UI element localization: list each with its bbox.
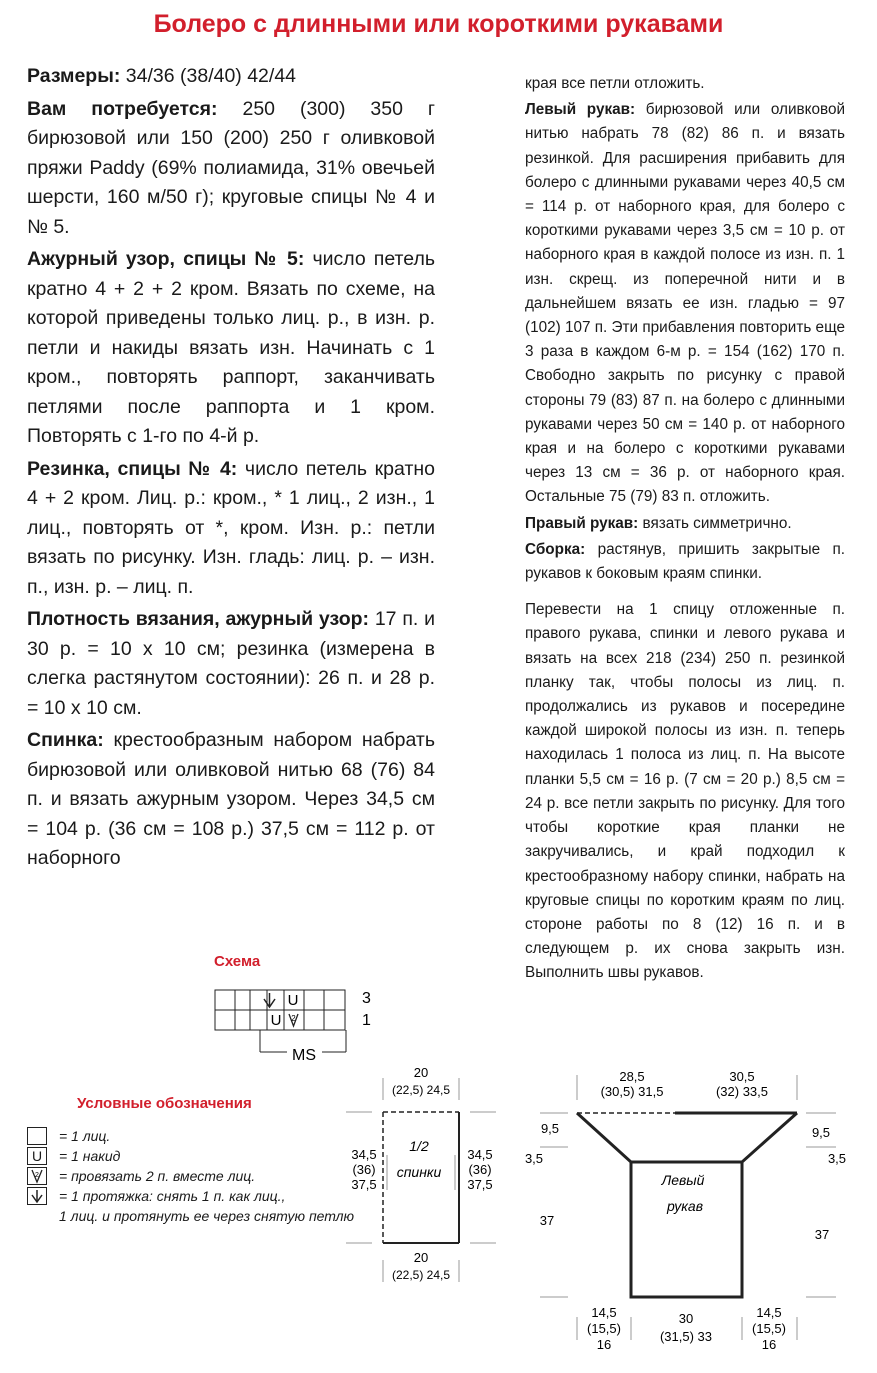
materials-paragraph — [27, 95, 435, 243]
sleeve-bottom-mid-1: 30 — [678, 1311, 694, 1326]
back-text: крестообразным набором набрать бирюзовой или оливковой нитью 68 (76) 84 п. и вязать ажурным узором. Через 34,5 см = 104 р. (36 см = 108 р.) 37,5 см = 112 р. от наборного — [27, 729, 435, 869]
sleeve-top-right-width: 30,5 — [729, 1069, 755, 1084]
sleeve-label-1: Левый — [661, 1172, 705, 1188]
sleeve-bottom-left-1: 14,5 — [591, 1305, 617, 1320]
instructions-left-column — [27, 62, 435, 877]
left-sleeve-label: Левый рукав: — [525, 101, 636, 119]
back-left-height-2: (36) — [352, 1162, 376, 1177]
legend-item-slip-pass: = 1 протяжка: снять 1 п. как лиц., — [27, 1186, 357, 1206]
slip-pass-symbol-icon — [27, 1187, 47, 1205]
sizes-paragraph — [27, 62, 435, 92]
right-sleeve-text: вязать симметрично. — [638, 514, 792, 532]
ribbing-text: число петель кратно 4 + 2 кром. Лиц. р.: кром., * 1 лиц., 2 изн., 1 лиц., повторять от *, кром. Изн. р.: петли вязать по рисунку. Изн. гладь: лиц. р. – изн. п., изн. р. – лиц. п. — [27, 457, 435, 598]
svg-text:2: 2 — [291, 1014, 296, 1023]
sleeve-bottom-right-2: (15,5) — [752, 1321, 786, 1336]
chart-row-3: 3 — [362, 990, 371, 1007]
svg-text:2: 2 — [35, 1172, 39, 1179]
gauge-label: Плотность вязания, ажурный узор: — [27, 608, 370, 630]
legend-item-slip-pass-continuation: 1 лиц. и протянуть ее через снятую петлю — [59, 1208, 355, 1224]
scheme-title: Схема — [214, 953, 261, 970]
back-bottom-width: 20 — [413, 1250, 429, 1265]
sleeve-right-35: 3,5 — [827, 1151, 847, 1166]
assembly-paragraph — [525, 538, 845, 586]
sleeve-left-35: 3,5 — [524, 1151, 544, 1166]
ribbing-label: Резинка, спицы № 4: — [27, 457, 238, 480]
sleeve-top-right-sizes: (32) 33,5 — [715, 1084, 769, 1099]
back-right-height-2: (36) — [468, 1162, 492, 1177]
back-bottom-width-sizes: (22,5) 24,5 — [391, 1268, 451, 1282]
sleeve-top-left-width: 28,5 — [619, 1069, 645, 1084]
assembly-paragraph-2: Перевести на 1 спицу отложенные п. правого рукава, спинки и левого рукава и вязать на всех 218 (234) 250 п. резинкой планку так, чтобы полосы из лиц. п. продолжались из рукавов и посередине каждой широкой полосы из изн. п. теперь находилась 1 полоса из лиц. п. На высоте планки 5,5 см = 16 р. (7 см = 20 р.) 8,5 см = 24 р. все петли закрыть по рисунку. Для того чтобы короткие края планки не закручивались, и край подходил к крестообразному набору спинки, набрать на круговые спицы по коротким краям по лиц. стороне работы по 8 (12) 16 п. и в следующем р. их снова закрыть изн. Выполнить швы рукавов. — [525, 601, 845, 982]
materials-text: 250 (300) 350 г бирюзовой или 150 (200) 250 г оливковой пряжи Paddy (69% полиамида, 31% овечьей шерсти, 160 м/50 г); круговые спицы № 4 и № 5. — [27, 97, 435, 238]
sleeve-bottom-mid-2: (31,5) 33 — [659, 1329, 713, 1344]
back-top-width-sizes: (22,5) 24,5 — [391, 1083, 451, 1097]
legend — [27, 1126, 357, 1226]
chart-yarn-over-top: U — [287, 992, 299, 1009]
lace-pattern-paragraph — [27, 245, 435, 452]
back-right-height-1: 34,5 — [467, 1147, 493, 1162]
chart-k2tog-icon — [289, 1014, 298, 1026]
left-sleeve-paragraph — [525, 98, 845, 509]
chart-yarn-over-bottom: U — [270, 1012, 282, 1029]
sleeve-bottom-left-3: 16 — [596, 1337, 612, 1352]
ribbing-paragraph — [27, 455, 435, 603]
back-left-height-1: 34,5 — [351, 1147, 377, 1162]
sizes-label: Размеры: — [27, 65, 121, 87]
k2tog-symbol-icon — [27, 1167, 47, 1185]
back-label-fraction: 1/2 — [409, 1138, 429, 1154]
back-continuation: края все петли отложить. — [525, 75, 705, 92]
legend-item-yarn-over: U = 1 накид — [27, 1146, 357, 1166]
sleeve-right-37: 37 — [814, 1227, 830, 1242]
legend-item-knit: = 1 лиц. — [27, 1126, 357, 1146]
right-sleeve-paragraph — [525, 512, 845, 536]
instructions-right-column — [525, 72, 845, 988]
sleeve-bottom-left-2: (15,5) — [587, 1321, 621, 1336]
assembly-label: Сборка: — [525, 540, 586, 558]
materials-label: Вам потребуется: — [27, 97, 218, 120]
sleeve-pattern-diagram — [510, 1055, 865, 1365]
sleeve-left-37: 37 — [539, 1213, 555, 1228]
sleeve-top-left-sizes: (30,5) 31,5 — [600, 1084, 664, 1099]
chart-repeat-label: MS — [292, 1047, 316, 1064]
knit-symbol-icon — [27, 1127, 47, 1145]
chart-slip-pass-icon — [264, 993, 275, 1007]
lace-pattern-text: число петель кратно 4 + 2 + 2 кром. Вязать по схеме, на которой приведены только лиц. р., в изн. р. петли и накиды вязать изн. Начинать с 1 кром., повторять раппорт, заканчивать петлями после раппорта и 1 кром. Повторять с 1-го по 4-й р. — [27, 248, 435, 447]
sleeve-left-95: 9,5 — [540, 1121, 560, 1136]
back-label-name: спинки — [396, 1164, 442, 1180]
gauge-paragraph — [27, 605, 435, 723]
legend-title: Условные обозначения — [77, 1095, 252, 1112]
page-title: Болеро с длинными или короткими рукавами — [153, 10, 724, 38]
lace-pattern-label: Ажурный узор, спицы № 5: — [27, 248, 305, 270]
back-top-width: 20 — [413, 1065, 429, 1080]
yarn-over-symbol-icon: U — [27, 1147, 47, 1165]
sleeve-label-2: рукав — [666, 1198, 704, 1214]
sleeve-bottom-right-3: 16 — [761, 1337, 777, 1352]
chart-row-1: 1 — [362, 1012, 371, 1029]
sizes-text: 34/36 (38/40) 42/44 — [120, 65, 297, 87]
gauge-text: 17 п. и 30 р. = 10 х 10 см; резинка (измерена в слегка растянутом состоянии): 26 п. и 28 р. = 10 х 10 см. — [27, 608, 435, 719]
back-label: Спинка: — [27, 729, 104, 751]
sleeve-bottom-right-1: 14,5 — [756, 1305, 782, 1320]
left-sleeve-text: бирюзовой или оливковой нитью набрать 78 (82) 86 п. и вязать резинкой. Для расширения прибавить для болеро с длинными рукавами через 40,5 см = 114 р. от наборного края, для болеро с короткими рукавами через 3,5 см = 10 р. от наборного края в каждой полосе из изн. п. 1 изн. скрещ. из поперечной нити и в дальнейшем вязать ее изн. гладью = 97 (102) 107 п. Эти прибавления повторить еще 3 раза в каждом 6-м р. = 154 (162) 170 п. Свободно закрыть по рисунку с правой стороны 79 (83) 87 п. на болеро с длинными рукавами через 50 см = 140 р. от наборного края и на болеро с короткими рукавами через 13 см = 36 р. от наборного края. Остальные 75 (79) 83 п. отложить. — [525, 101, 845, 506]
back-left-height-3: 37,5 — [351, 1177, 377, 1192]
sleeve-right-95: 9,5 — [811, 1125, 831, 1140]
right-sleeve-label: Правый рукав: — [525, 514, 639, 532]
back-pattern-diagram — [340, 1060, 510, 1285]
assembly-text: растянув, пришить закрытые п. рукавов к боковым краям спинки. — [525, 540, 845, 583]
legend-item-k2tog: 2 = провязать 2 п. вместе лиц. — [27, 1166, 357, 1186]
back-right-height-3: 37,5 — [467, 1177, 493, 1192]
back-paragraph — [27, 726, 435, 874]
knitting-chart — [200, 980, 380, 1070]
